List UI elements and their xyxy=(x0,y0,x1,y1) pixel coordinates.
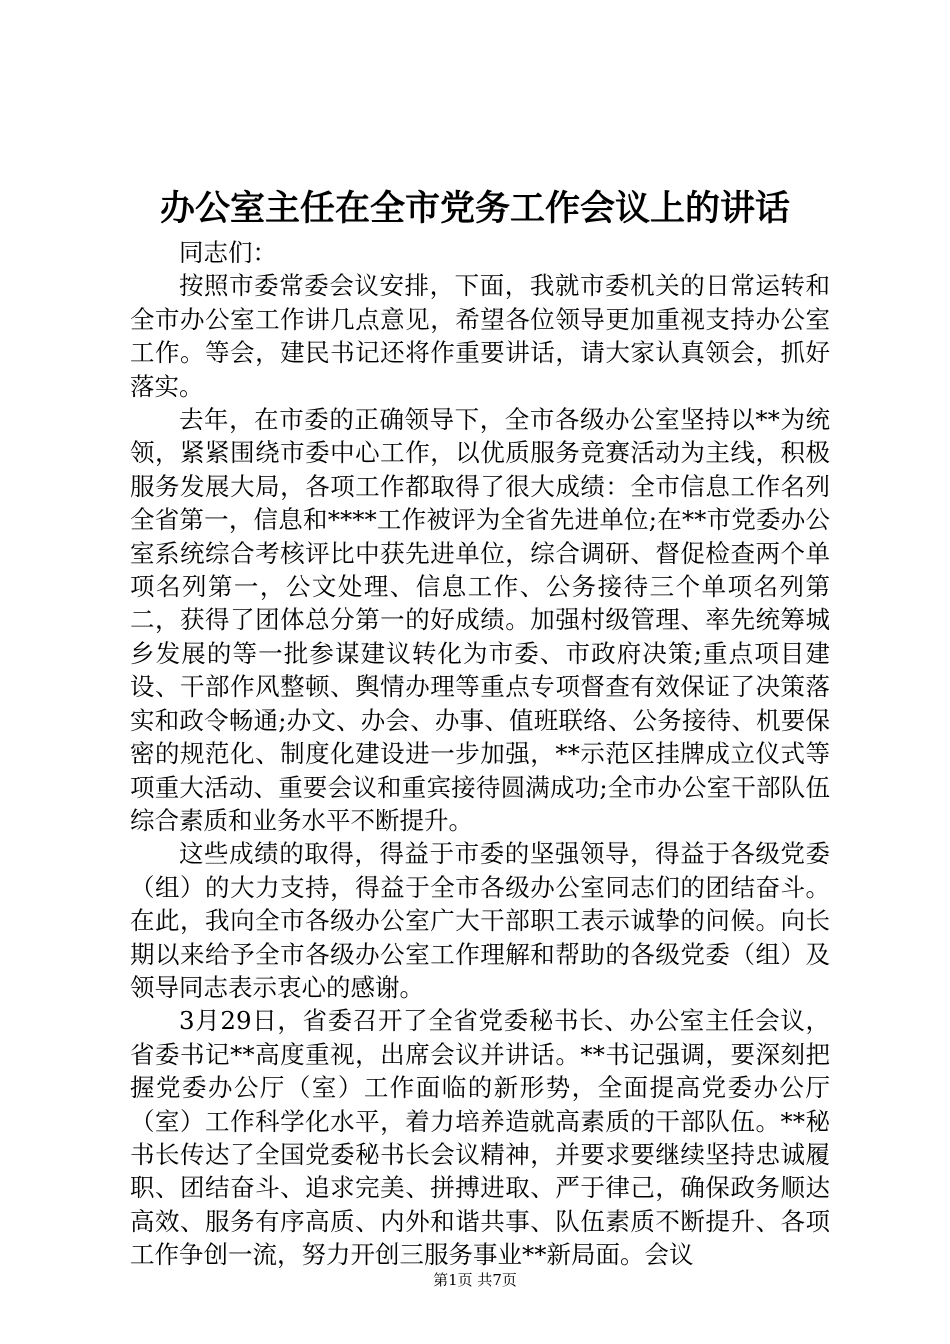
page-number-footer: 第1页 共7页 xyxy=(433,1271,517,1289)
intro-paragraph: 按照市委常委会议安排，下面，我就市委机关的日常运转和全市办公室工作讲几点意见，希望各位领导更加重视支持办公室工作。等会，建民书记还将作重要讲话，请大家认真领会，抓好落实。 xyxy=(130,271,830,401)
salutation-paragraph: 同志们： xyxy=(179,238,277,267)
achievements-paragraph: 去年，在市委的正确领导下，全市各级办公室坚持以**为统领，紧紧围绕市委中心工作，以优质服务竞赛活动为主线，积极服务发展大局，各项工作都取得了很大成绩：全市信息工作名列全省第一，信息和****工作被评为全省先进单位;在**市党委办公室系统综合考核评比中获先进单位，综合调研、督促检查两个单项名列第一，公文处理、信息工作、公务接待三个单项名列第二，获得了团体总分第一的好成绩。加强村级管理、率先统筹城乡发展的等一批参谋建议转化为市委、市政府决策;重点项目建设、干部作风整顿、舆情办理等重点专项督查有效保证了决策落实和政令畅通;办文、办会、办事、值班联络、公务接待、机要保密的规范化、制度化建设进一步加强，**示范区挂牌成立仪式等项重大活动、重要会议和重宾接待圆满成功;全市办公室干部队伍综合素质和业务水平不断提升。 xyxy=(130,405,830,835)
thanks-paragraph: 这些成绩的取得，得益于市委的坚强领导，得益于各级党委（组）的大力支持，得益于全市各级办公室同志们的团结奋斗。在此，我向全市各级办公室广大干部职工表示诚挚的问候。向长期以来给予全市各级办公室工作理解和帮助的各级党委（组）及领导同志表示衷心的感谢。 xyxy=(130,839,830,1002)
document-body xyxy=(130,236,830,1272)
document-title: 办公室主任在全市党务工作会议上的讲话 xyxy=(159,189,790,229)
meeting-paragraph: 3月29日，省委召开了全省党委秘书长、办公室主任会议，省委书记**高度重视，出席会议并讲话。**书记强调，要深刻把握党委办公厅（室）工作面临的新形势，全面提高党委办公厅（室）工作科学化水平，着力培养造就高素质的干部队伍。**秘书长传达了全国党委秘书长会议精神，并要求要继续坚持忠诚履职、团结奋斗、追求完美、拼搏进取、严于律己，确保政务顺达高效、服务有序高质、内外和谐共事、队伍素质不断提升、各项工作争创一流，努力开创三服务事业**新局面。会议 xyxy=(130,1006,830,1270)
